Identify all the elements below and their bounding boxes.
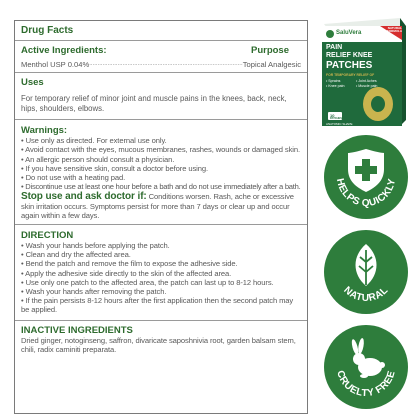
active-ingredient: Menthol USP 0.04% xyxy=(21,60,90,69)
drug-facts-panel xyxy=(14,20,308,414)
natural-formula-tag: NATURAL FORMULA xyxy=(387,26,402,34)
direction-item: • Bend the patch and remove the film to expose the adhesive side. xyxy=(21,259,238,269)
svg-text:NATURAL xyxy=(341,285,390,304)
badge-label: CRUELTY FREE xyxy=(334,369,398,400)
badge-natural-art xyxy=(324,230,408,314)
badge-cruelty-free xyxy=(324,325,408,409)
medical-cross-icon xyxy=(348,149,384,192)
badge-label: NATURAL xyxy=(341,284,391,305)
product-bullet: • Muscle pain xyxy=(356,84,378,88)
warnings-heading: Warnings: xyxy=(21,125,68,137)
active-ingredient-row xyxy=(21,60,301,69)
badge-label: HELPS QUICKLY xyxy=(333,177,399,210)
warnings-section xyxy=(15,120,307,225)
active-ingredients-section xyxy=(15,41,307,73)
inactive-heading: INACTIVE INGREDIENTS xyxy=(21,324,133,336)
warning-item: • Avoid contact with the eyes, mucous membranes, rashes, wounds or damaged skin. xyxy=(21,145,301,155)
badge-natural xyxy=(324,230,408,314)
badge-helps-quickly-art xyxy=(324,135,408,219)
uses-section xyxy=(15,73,307,120)
patch-count-unit: PATCHES xyxy=(330,117,343,120)
stop-use-text: Conditions worsen. Rash, ache or excessive skin irritation occurs. Symptoms persist for more than 7 days or clear up and occur again within a few days. xyxy=(21,192,294,220)
drug-facts-header xyxy=(15,21,307,41)
drug-facts-title: Drug Facts xyxy=(21,25,74,36)
active-purpose: Topical Analgesic xyxy=(242,60,301,69)
leaf-icon xyxy=(356,244,377,286)
inactive-text: Dried ginger, notoginseng, saffron, divaricate saposhnivia root, garden balsam stem, chili, radix caminiti preparata. xyxy=(21,335,296,354)
badge-cruelty-free-art xyxy=(324,325,408,409)
product-box xyxy=(316,16,408,128)
direction-item: • Clean and dry the affected area. xyxy=(21,250,131,260)
warning-item: • An allergic person should consult a physician. xyxy=(21,154,175,164)
leader-dots: ............................................................................................ xyxy=(89,61,243,67)
uses-heading: Uses xyxy=(21,77,44,89)
rabbit-icon xyxy=(351,338,385,378)
product-bullet: • Sprains xyxy=(326,79,341,83)
direction-section xyxy=(15,225,307,321)
purpose-heading: Purpose xyxy=(250,45,289,56)
direction-item: • Wash your hands after removing the patch. xyxy=(21,287,167,297)
product-subtitle: FOR TEMPORARY RELIEF OF xyxy=(326,73,375,77)
warning-item: • Do not use with a heating pad. xyxy=(21,173,126,183)
patch-count: 10 xyxy=(330,113,335,118)
stop-use-heading: Stop use and ask doctor if: xyxy=(21,191,147,203)
warning-item: • If you have sensitive skin, consult a doctor before using. xyxy=(21,163,209,173)
direction-item: • If the pain persists 8-12 hours after the first application then the second patch may be applied. xyxy=(21,296,294,315)
product-bullet: • Joint Aches xyxy=(356,79,377,83)
uses-text: For temporary relief of minor joint and muscle pains in the knees, back, neck, hips, shoulders, elbows. xyxy=(21,94,287,114)
inactive-section xyxy=(15,321,307,356)
product-footer: ANATOMIC SHAPE xyxy=(326,122,353,126)
warning-item: • Discontinue use at least one hour before a bath and do not use immediately after a bath. xyxy=(21,182,301,192)
badge-helps-quickly xyxy=(324,135,408,219)
direction-item: • Wash your hands before applying the patch. xyxy=(21,241,170,251)
product-title-line1: PAIN xyxy=(326,44,343,51)
stop-use-paragraph xyxy=(21,192,301,220)
product-title-line3: PATCHES xyxy=(326,60,373,71)
direction-heading: DIRECTION xyxy=(21,230,74,242)
product-bullet: • Knee pain xyxy=(326,84,345,88)
active-ingredients-heading: Active Ingredients: xyxy=(21,45,107,56)
product-title-line2: RELIEF KNEE xyxy=(326,52,373,59)
brand-name: SaluVera xyxy=(336,30,362,36)
direction-item: • Apply the adhesive side directly to the skin of the affected area. xyxy=(21,268,232,278)
direction-item: • Use only one patch to the affected area, the patch can last up to 8-12 hours. xyxy=(21,277,274,287)
warning-item: • Use only as directed. For external use only. xyxy=(21,136,167,146)
